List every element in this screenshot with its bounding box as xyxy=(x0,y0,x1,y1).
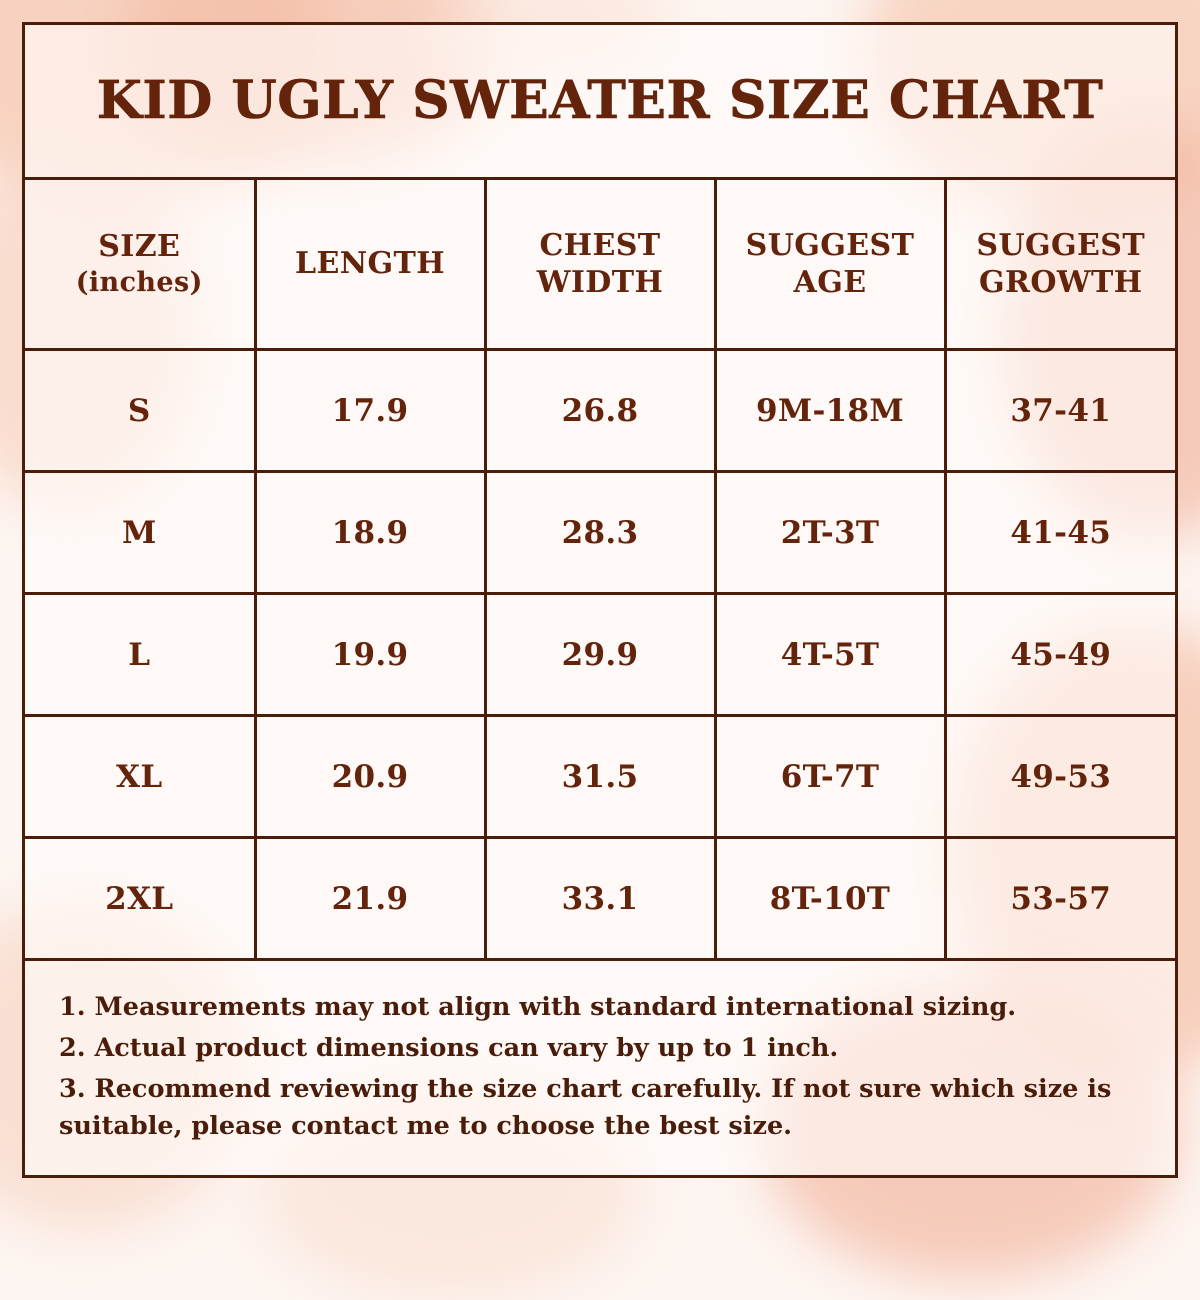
size-table-wrapper xyxy=(25,180,1175,958)
table-row xyxy=(25,472,1175,594)
cell-size: 2XL xyxy=(25,838,255,959)
cell-chest-width: 26.8 xyxy=(485,350,715,472)
column-header-length: LENGTH xyxy=(255,180,485,350)
cell-size: L xyxy=(25,594,255,716)
table-row xyxy=(25,594,1175,716)
size-chart-table xyxy=(25,180,1175,958)
cell-length: 17.9 xyxy=(255,350,485,472)
page-title-text: KID UGLY SWEATER SIZE CHART xyxy=(96,69,1104,131)
cell-chest-width: 28.3 xyxy=(485,472,715,594)
cell-suggest-age: 9M-18M xyxy=(715,350,945,472)
column-header-suggest-age: SUGGEST AGE xyxy=(715,180,945,350)
cell-suggest-growth: 49-53 xyxy=(945,716,1175,838)
cell-suggest-age: 8T-10T xyxy=(715,838,945,959)
table-row xyxy=(25,838,1175,959)
cell-length: 18.9 xyxy=(255,472,485,594)
note-item: 1. Measurements may not align with standard international sizing. xyxy=(59,992,1017,1022)
cell-suggest-growth: 53-57 xyxy=(945,838,1175,959)
note-item: 3. Recommend reviewing the size chart carefully. If not sure which size is suitable, please contact me to choose the best size. xyxy=(59,1074,1112,1141)
cell-suggest-growth: 45-49 xyxy=(945,594,1175,716)
cell-size: M xyxy=(25,472,255,594)
column-header-size-label: SIZE xyxy=(98,229,181,265)
cell-suggest-age: 2T-3T xyxy=(715,472,945,594)
column-header-chest-width: CHEST WIDTH xyxy=(485,180,715,350)
notes-section xyxy=(25,958,1175,1175)
page-title xyxy=(25,25,1175,180)
cell-suggest-growth: 41-45 xyxy=(945,472,1175,594)
cell-chest-width: 33.1 xyxy=(485,838,715,959)
cell-chest-width: 31.5 xyxy=(485,716,715,838)
table-row xyxy=(25,350,1175,472)
cell-suggest-age: 6T-7T xyxy=(715,716,945,838)
cell-size: XL xyxy=(25,716,255,838)
column-header-size xyxy=(25,180,255,350)
table-row xyxy=(25,716,1175,838)
cell-length: 19.9 xyxy=(255,594,485,716)
cell-suggest-age: 4T-5T xyxy=(715,594,945,716)
table-header-row xyxy=(25,180,1175,350)
cell-length: 20.9 xyxy=(255,716,485,838)
column-header-size-unit: (inches) xyxy=(75,266,203,298)
cell-size: S xyxy=(25,350,255,472)
cell-chest-width: 29.9 xyxy=(485,594,715,716)
size-chart-card xyxy=(22,22,1178,1178)
note-item: 2. Actual product dimensions can vary by up to 1 inch. xyxy=(59,1033,839,1064)
cell-length: 21.9 xyxy=(255,838,485,959)
cell-suggest-growth: 37-41 xyxy=(945,350,1175,472)
column-header-suggest-growth: SUGGEST GROWTH xyxy=(945,180,1175,350)
